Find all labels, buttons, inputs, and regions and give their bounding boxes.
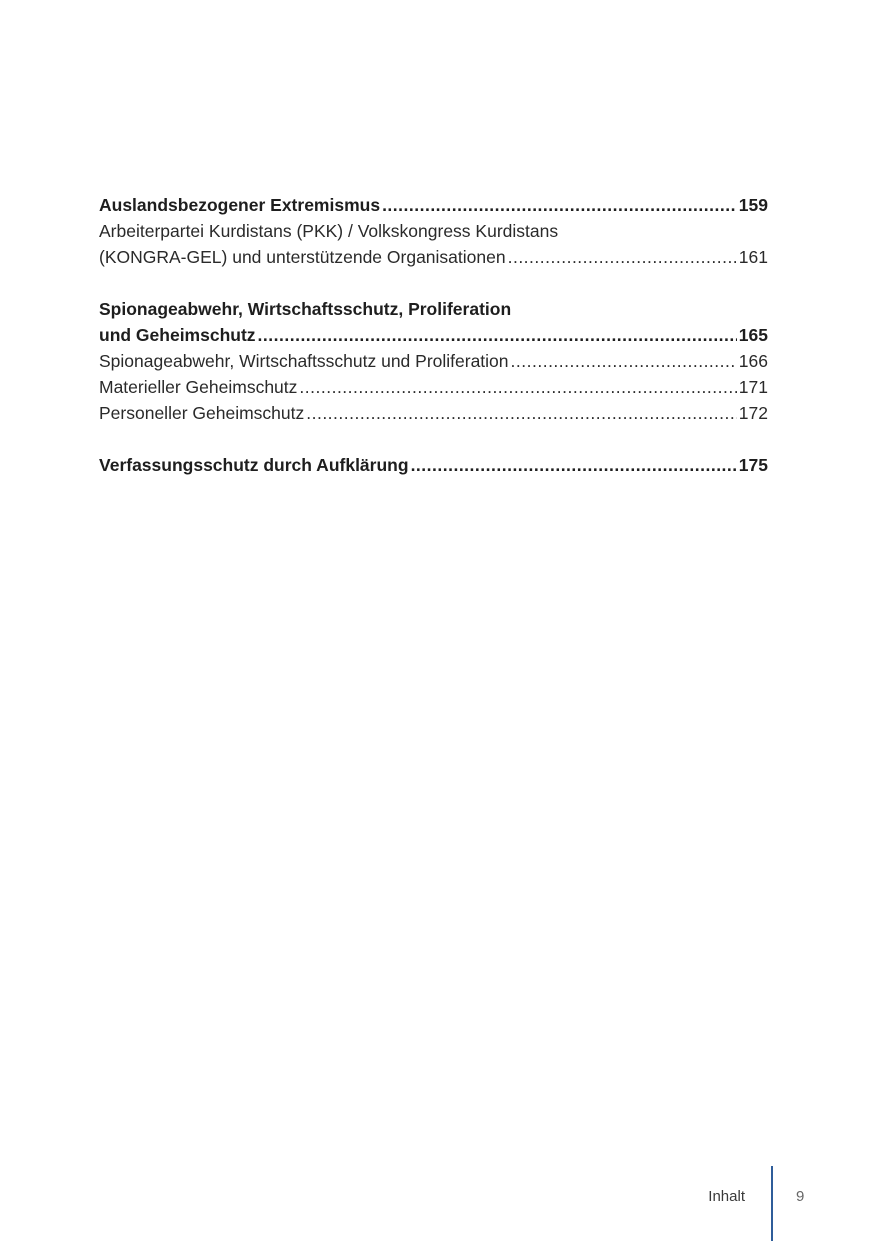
toc-entry-title: (KONGRA-GEL) und unterstützende Organisationen [99, 247, 506, 267]
toc-leader-dots [511, 348, 737, 374]
toc-entry-materieller-geheimschutz[interactable] [99, 374, 768, 400]
toc-entry-pkk[interactable] [99, 244, 768, 270]
toc-entry-title: Spionageabwehr, Wirtschaftsschutz, Proliferation [99, 299, 512, 319]
toc-leader-dots [382, 192, 737, 218]
toc-entry-page: 175 [738, 455, 768, 475]
toc-entry-title: und Geheimschutz [99, 325, 256, 345]
toc-leader-dots [411, 452, 737, 478]
footer-page-number: 9 [796, 1188, 805, 1205]
toc-entry-page: 171 [738, 377, 768, 397]
footer-divider [771, 1166, 773, 1241]
toc-entry-title: Personeller Geheimschutz [99, 403, 305, 423]
toc-entry-personeller-geheimschutz[interactable] [99, 400, 768, 426]
toc-entry-page: 166 [738, 351, 768, 371]
toc-entry-page: 172 [738, 403, 768, 423]
toc-entry-verfassungsschutz-aufklaerung[interactable] [99, 452, 768, 478]
toc-spacer [99, 270, 768, 296]
toc-entry-spionageabwehr-geheimschutz[interactable] [99, 322, 768, 348]
toc-spacer [99, 426, 768, 452]
toc-entry-spionageabwehr-line1[interactable] [99, 296, 768, 322]
toc-entry-title: Verfassungsschutz durch Aufklärung [99, 455, 409, 475]
toc-entry-page: 161 [738, 247, 768, 267]
toc-leader-dots [306, 400, 737, 426]
toc-leader-dots [299, 374, 736, 400]
toc-entry-pkk-line1[interactable] [99, 218, 768, 244]
toc-leader-dots [508, 244, 737, 270]
toc-leader-dots [258, 322, 737, 348]
footer-section-label: Inhalt [708, 1188, 745, 1205]
toc-entry-title: Arbeiterpartei Kurdistans (PKK) / Volkskongress Kurdistans [99, 221, 559, 241]
toc-entry-spionageabwehr-proliferation[interactable] [99, 348, 768, 374]
toc-entry-page: 159 [738, 195, 768, 215]
toc-entry-page: 165 [738, 325, 768, 345]
toc-entry-title: Spionageabwehr, Wirtschaftsschutz und Proliferation [99, 351, 509, 371]
toc-entry-title: Auslandsbezogener Extremismus [99, 195, 381, 215]
table-of-contents [99, 192, 768, 478]
toc-entry-title: Materieller Geheimschutz [99, 377, 298, 397]
toc-entry-auslandsbezogener-extremismus[interactable] [99, 192, 768, 218]
